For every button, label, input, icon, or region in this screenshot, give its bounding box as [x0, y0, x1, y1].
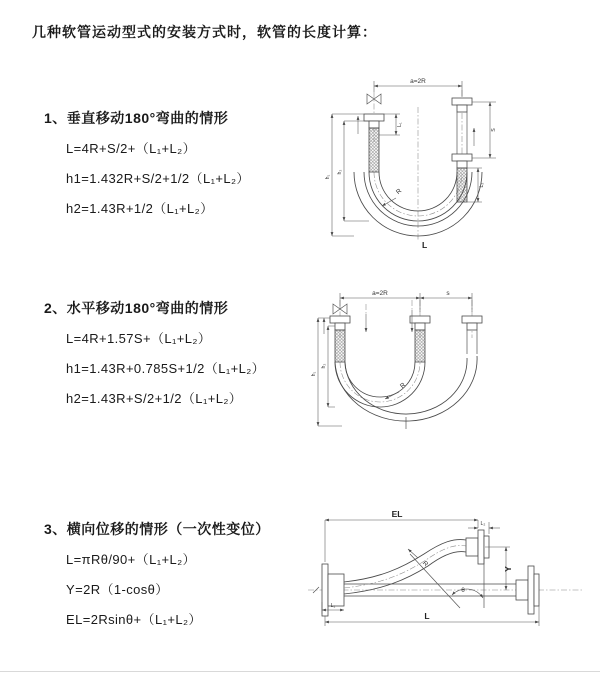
left-flange-plate — [322, 564, 328, 616]
angle-label-theta: θ — [461, 587, 465, 594]
diagram-lateral-displacement-svg — [302, 502, 590, 644]
dim-label-y: Y — [503, 566, 513, 572]
formula-Y-3: Y=2R（1-cosθ） — [66, 582, 169, 597]
right-neck-upper — [457, 105, 467, 112]
formula-h2-2: h2=1.43R+S/2+1/2（L₁+L₂） — [66, 391, 243, 406]
formula-h2-1: h2=1.43R+1/2（L₁+L₂） — [66, 201, 214, 216]
centerlines-pipes — [340, 300, 472, 338]
hose-scurve-top-edge — [344, 540, 466, 582]
diagram-vertical-180-bend — [312, 72, 524, 263]
extension-lines-top — [340, 293, 472, 312]
left-neck — [369, 121, 379, 128]
formula-EL-3: EL=2Rsinθ+（L₁+L₂） — [66, 612, 202, 627]
angle-arc — [452, 589, 483, 598]
left-flange — [330, 316, 350, 323]
formula-L-2: L=4R+1.57S+（L₁+L₂） — [66, 331, 212, 346]
formula-L-3: L=πRθ/90+（L₁+L₂） — [66, 552, 196, 567]
dim-label-h2: h₂ — [337, 169, 343, 175]
dim-label-l2: L₂ — [479, 182, 485, 188]
section-1-heading: 1、垂直移动180°弯曲的情形 — [44, 110, 229, 126]
movement-arrow-stems — [366, 300, 412, 314]
radius-leader-arrow — [385, 392, 399, 399]
dim-label-L: L — [422, 240, 428, 250]
right-flange-cap — [534, 574, 539, 606]
section-2-heading: 2、水平移动180°弯曲的情形 — [44, 300, 229, 316]
middle-neck — [415, 323, 425, 330]
middle-flange — [410, 316, 430, 323]
formula-h1-1: h1=1.432R+S/2+1/2（L₁+L₂） — [66, 171, 250, 186]
extension-lines-el — [325, 520, 478, 562]
left-flange-block — [328, 574, 344, 606]
hose-arc-inner-pos1 — [345, 362, 415, 397]
dim-label-a2r: a=2R — [410, 78, 426, 85]
right-neck-lower — [457, 161, 467, 168]
dim-label-h1: h₁ — [325, 174, 331, 180]
section-3-heading: 3、横向位移的情形（一次性变位） — [44, 521, 270, 537]
radius-leader-arrow — [408, 549, 418, 558]
left-neck — [335, 323, 345, 330]
dim-label-s: s — [446, 290, 450, 297]
diagram-vertical-180-bend-svg — [312, 72, 524, 258]
braided-hose-left — [369, 128, 379, 172]
section-3 — [44, 519, 270, 635]
dim-label-l: L — [424, 611, 430, 621]
hose-arc-outer-pos1 — [335, 362, 425, 407]
right-flange-upper — [452, 98, 472, 105]
radius-reference-line — [410, 554, 460, 608]
dim-label-l1: L₁ — [397, 122, 403, 127]
radius-label: R — [394, 187, 404, 197]
dim-label-h1: h₁ — [311, 371, 317, 377]
section-1 — [44, 108, 250, 224]
dim-label-l1: L₁ — [330, 603, 336, 609]
right-neck-moved — [467, 323, 477, 330]
hose-scurve-bottom-edge — [344, 552, 466, 594]
dim-label-l2: L₂ — [480, 521, 486, 527]
centerline-hose-arc — [340, 362, 420, 402]
right-pipe-lines — [467, 330, 477, 354]
left-flange — [364, 114, 384, 121]
dim-label-s: S — [491, 128, 497, 132]
right-flange-plate — [528, 566, 534, 614]
diagram-horizontal-180-bend — [308, 286, 540, 447]
dim-label-a2r: a=2R — [372, 290, 388, 297]
formula-L-1: L=4R+S/2+（L₁+L₂） — [66, 141, 197, 156]
formula-h1-2: h1=1.43R+0.785S+1/2（L₁+L₂） — [66, 361, 266, 376]
radius-label: R — [398, 381, 408, 391]
upper-flange-block — [466, 538, 478, 556]
right-flange-moved — [462, 316, 482, 323]
dim-label-el: EL — [391, 509, 403, 519]
diagram-lateral-displacement — [302, 502, 590, 649]
right-flange-block — [516, 580, 528, 600]
braided-hose-middle — [415, 330, 425, 362]
braided-hose-left — [335, 330, 345, 362]
hose-arc-outer-pos2 — [335, 356, 477, 421]
page-title: 几种软管运动型式的安装方式时，软管的长度计算： — [32, 24, 377, 40]
radius-label: R — [420, 559, 430, 569]
extension-lines-l — [325, 606, 539, 626]
upper-flange-plate — [478, 530, 484, 564]
section-2 — [44, 298, 265, 414]
diagram-horizontal-180-bend-svg — [308, 286, 540, 442]
right-flange-lower — [452, 154, 472, 161]
hose-scurve-centerline — [344, 546, 466, 588]
page-bottom-edge — [0, 671, 600, 672]
dim-label-h2: h₂ — [321, 363, 327, 369]
